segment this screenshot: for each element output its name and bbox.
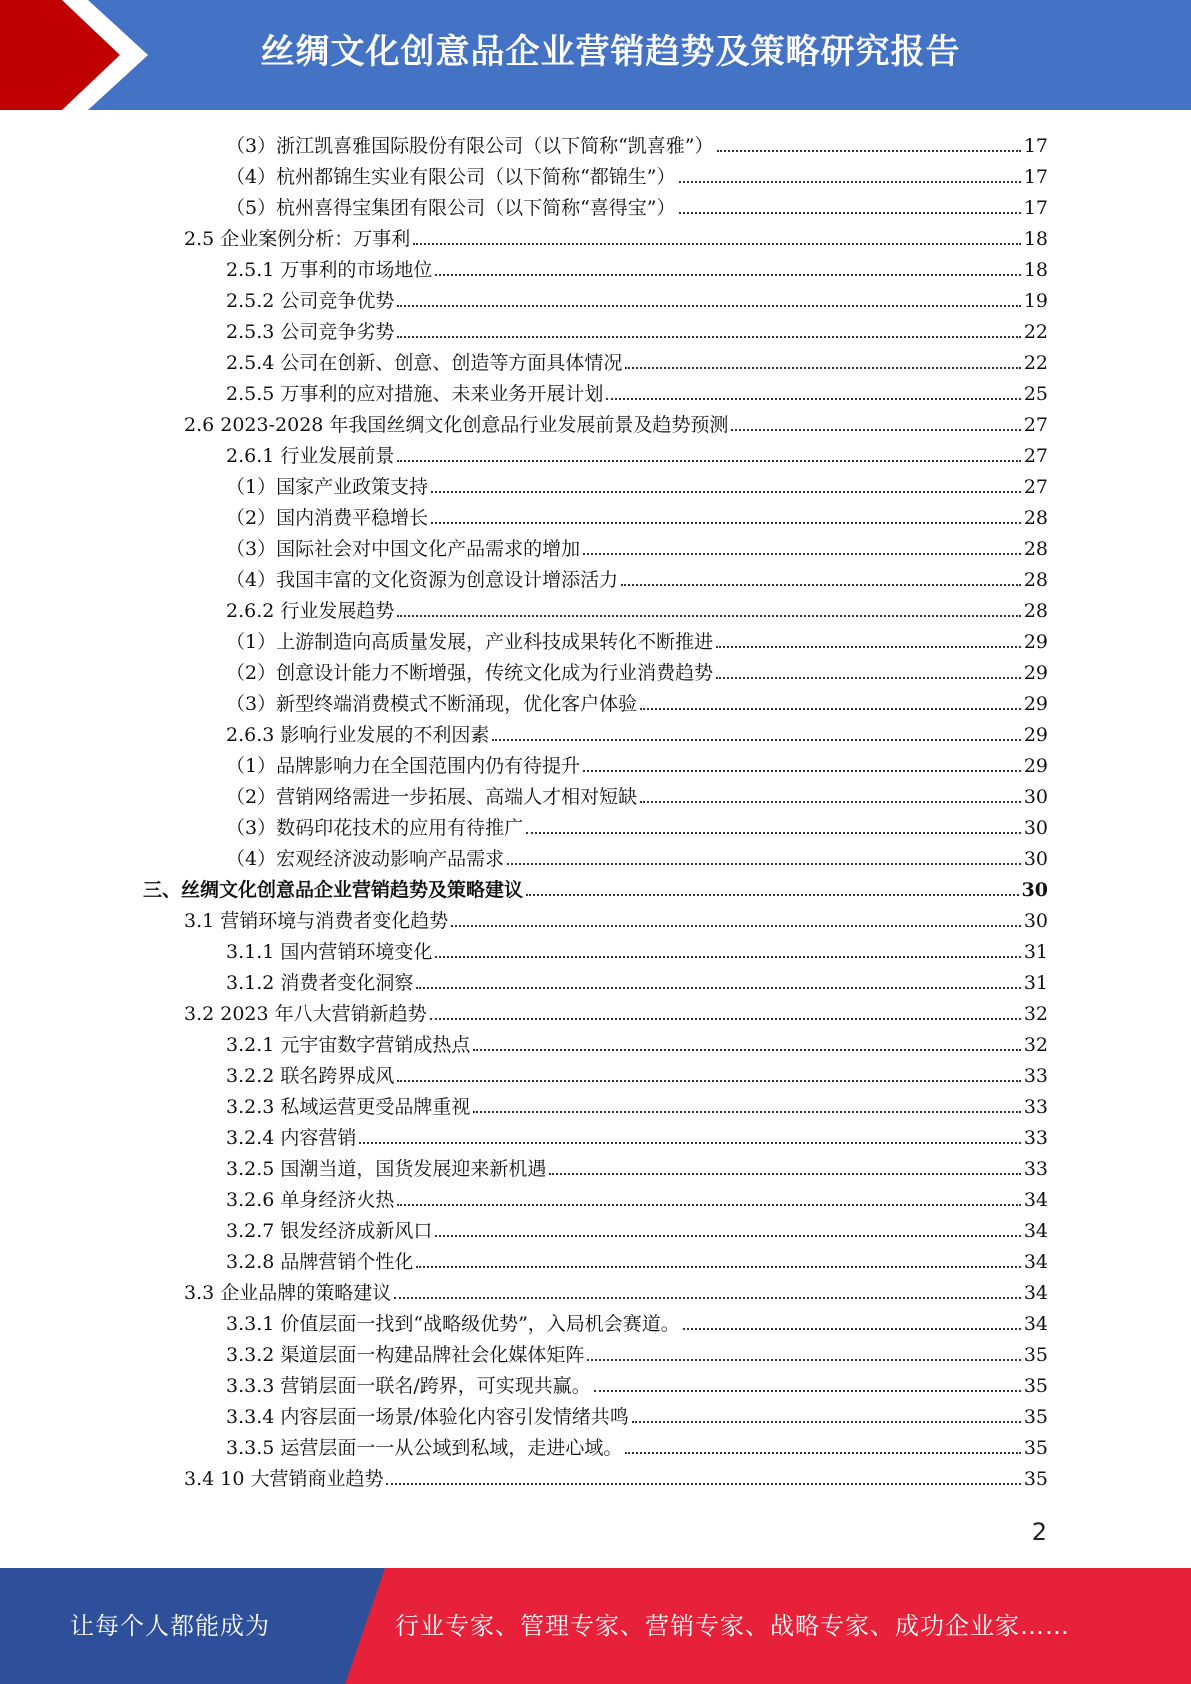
toc-entry-page: 27 (1023, 414, 1048, 436)
toc-entry-page: 27 (1023, 476, 1048, 498)
toc-entry-title: 3.3 企业品牌的策略建议 (184, 1282, 392, 1304)
toc-dot-leader (549, 1173, 1020, 1175)
toc-entry-title: 3.2 2023 年八大营销新趋势 (184, 1003, 427, 1025)
toc-entry-title: （3）国际社会对中国文化产品需求的增加 (226, 538, 581, 560)
toc-entry[interactable] (226, 437, 1048, 468)
toc-entry[interactable] (184, 1274, 1048, 1305)
toc-entry-title: 2.6.3 影响行业发展的不利因素 (226, 724, 490, 746)
toc-entry-page: 28 (1023, 538, 1048, 560)
toc-dot-leader (507, 863, 1021, 865)
toc-entry[interactable] (226, 1026, 1048, 1057)
toc-entry-title: 3.3.5 运营层面一一从公域到私域，走进心域。 (226, 1437, 623, 1459)
toc-entry-page: 29 (1023, 631, 1048, 653)
toc-entry-page: 29 (1023, 755, 1048, 777)
toc-entry-page: 17 (1023, 135, 1048, 157)
toc-entry-page: 34 (1023, 1189, 1048, 1211)
toc-entry-page: 29 (1023, 662, 1048, 684)
toc-entry-title: 2.5.3 公司竞争劣势 (226, 321, 395, 343)
toc-entry[interactable] (226, 468, 1048, 499)
toc-entry-title: （1）国家产业政策支持 (226, 476, 429, 498)
toc-entry-title: 2.5.4 公司在创新、创意、创造等方面具体情况 (226, 352, 623, 374)
toc-entry-title: 3.2.6 单身经济火热 (226, 1189, 395, 1211)
toc-entry[interactable] (184, 220, 1048, 251)
toc-dot-leader (435, 956, 1020, 958)
toc-entry-page: 34 (1023, 1313, 1048, 1335)
toc-entry-page: 28 (1023, 569, 1048, 591)
toc-dot-leader (359, 1142, 1020, 1144)
toc-entry-title: 2.6.2 行业发展趋势 (226, 600, 395, 622)
toc-entry-title: （1）品牌影响力在全国范围内仍有待提升 (226, 755, 581, 777)
toc-entry-page: 30 (1021, 879, 1048, 901)
toc-dot-leader (397, 615, 1020, 617)
toc-entry-title: 2.5.1 万事利的市场地位 (226, 259, 433, 281)
toc-entry-title: 3.2.7 银发经济成新风口 (226, 1220, 433, 1242)
toc-dot-leader (435, 1235, 1020, 1237)
toc-entry-title: 3.2.4 内容营销 (226, 1127, 357, 1149)
page-number: 2 (1031, 1518, 1047, 1546)
toc-entry[interactable] (226, 127, 1048, 158)
toc-entry[interactable] (226, 623, 1048, 654)
toc-entry[interactable] (226, 809, 1048, 840)
toc-entry-page: 35 (1023, 1406, 1048, 1428)
toc-dot-leader (397, 1080, 1020, 1082)
toc-entry[interactable] (226, 344, 1048, 375)
toc-entry-page: 28 (1023, 600, 1048, 622)
toc-entry-title: （4）杭州都锦生实业有限公司（以下简称“都锦生”） (226, 166, 676, 188)
page-footer (0, 1568, 1191, 1684)
toc-entry-title: （5）杭州喜得宝集团有限公司（以下简称“喜得宝”） (226, 197, 676, 219)
page-header (0, 0, 1191, 110)
toc-dot-leader (625, 1452, 1020, 1454)
toc-dot-leader (583, 553, 1021, 555)
toc-entry-page: 32 (1023, 1003, 1048, 1025)
toc-entry-page: 33 (1023, 1096, 1048, 1118)
toc-dot-leader (583, 770, 1021, 772)
toc-entry[interactable] (226, 1057, 1048, 1088)
toc-dot-leader (473, 1111, 1020, 1113)
toc-dot-leader (640, 708, 1021, 710)
toc-entry[interactable] (184, 406, 1048, 437)
toc-entry-page: 35 (1023, 1468, 1048, 1490)
toc-dot-leader (594, 1390, 1021, 1392)
toc-entry-title: （2）创意设计能力不断增强，传统文化成为行业消费趋势 (226, 662, 714, 684)
toc-dot-leader (386, 1483, 1020, 1485)
toc-dot-leader (679, 212, 1021, 214)
toc-entry-title: （3）数码印花技术的应用有待推广 (226, 817, 524, 839)
toc-entry[interactable] (226, 1367, 1048, 1398)
toc-dot-leader (413, 243, 1021, 245)
toc-entry[interactable] (226, 840, 1048, 871)
toc-entry-page: 30 (1023, 786, 1048, 808)
toc-dot-leader (397, 305, 1020, 307)
toc-dot-leader (526, 894, 1019, 896)
toc-entry[interactable] (226, 778, 1048, 809)
toc-entry-page: 35 (1023, 1437, 1048, 1459)
toc-entry[interactable] (226, 189, 1048, 220)
toc-dot-leader (394, 1297, 1021, 1299)
toc-entry-page: 35 (1023, 1344, 1048, 1366)
toc-entry[interactable] (226, 933, 1048, 964)
toc-entry[interactable] (143, 871, 1048, 902)
toc-dot-leader (632, 1421, 1021, 1423)
toc-entry[interactable] (226, 1212, 1048, 1243)
toc-entry-page: 33 (1023, 1158, 1048, 1180)
toc-entry-page: 22 (1023, 321, 1048, 343)
toc-dot-leader (717, 150, 1021, 152)
toc-dot-leader (430, 1018, 1021, 1020)
toc-dot-leader (621, 584, 1021, 586)
footer-slogan-right: 行业专家、管理专家、营销专家、战略专家、成功企业家…… (395, 1612, 1070, 1640)
toc-dot-leader (431, 522, 1021, 524)
toc-entry-page: 19 (1023, 290, 1048, 312)
toc-dot-leader (679, 181, 1021, 183)
toc-entry-title: 3.3.3 营销层面一联名/跨界，可实现共赢。 (226, 1375, 591, 1397)
toc-entry-title: 2.6 2023-2028 年我国丝绸文化创意品行业发展前景及趋势预测 (184, 414, 729, 436)
toc-entry[interactable] (226, 1181, 1048, 1212)
toc-entry-page: 17 (1023, 197, 1048, 219)
toc-entry-page: 31 (1023, 972, 1048, 994)
toc-entry-page: 22 (1023, 352, 1048, 374)
toc-entry-title: 3.2.3 私域运营更受品牌重视 (226, 1096, 471, 1118)
toc-dot-leader (606, 398, 1020, 400)
toc-entry[interactable] (226, 375, 1048, 406)
toc-entry-title: 3.2.8 品牌营销个性化 (226, 1251, 414, 1273)
toc-entry-title: 3.2.2 联名跨界成风 (226, 1065, 395, 1087)
toc-entry-page: 34 (1023, 1251, 1048, 1273)
toc-dot-leader (451, 925, 1021, 927)
toc-entry-title: （2）国内消费平稳增长 (226, 507, 429, 529)
toc-entry-title: （1）上游制造向高质量发展，产业科技成果转化不断推进 (226, 631, 714, 653)
toc-entry-page: 18 (1023, 259, 1048, 281)
toc-dot-leader (716, 646, 1021, 648)
toc-entry[interactable] (226, 282, 1048, 313)
toc-entry[interactable] (226, 499, 1048, 530)
toc-entry-title: 3.3.4 内容层面一场景/体验化内容引发情绪共鸣 (226, 1406, 629, 1428)
toc-entry-title: （4）宏观经济波动影响产品需求 (226, 848, 505, 870)
toc-entry-title: 3.1.2 消费者变化洞察 (226, 972, 414, 994)
toc-dot-leader (435, 274, 1020, 276)
toc-dot-leader (397, 1204, 1020, 1206)
toc-entry-page: 34 (1023, 1220, 1048, 1242)
toc-entry[interactable] (226, 716, 1048, 747)
report-title: 丝绸文化创意品企业营销趋势及策略研究报告 (260, 32, 961, 72)
toc-entry-title: 三、丝绸文化创意品企业营销趋势及策略建议 (143, 879, 524, 901)
toc-entry-page: 31 (1023, 941, 1048, 963)
toc-dot-leader (716, 677, 1021, 679)
toc-entry-title: 3.3.1 价值层面一找到“战略级优势”，入局机会赛道。 (226, 1313, 680, 1335)
toc-entry-page: 30 (1023, 910, 1048, 932)
toc-entry-page: 29 (1023, 693, 1048, 715)
toc-dot-leader (416, 987, 1020, 989)
toc-entry-title: （3）浙江凯喜雅国际股份有限公司（以下简称“凯喜雅”） (226, 135, 714, 157)
toc-entry-page: 33 (1023, 1127, 1048, 1149)
toc-entry-title: （4）我国丰富的文化资源为创意设计增添活力 (226, 569, 619, 591)
toc-dot-leader (731, 429, 1020, 431)
toc-entry[interactable] (226, 1336, 1048, 1367)
toc-entry[interactable] (226, 964, 1048, 995)
toc-dot-leader (683, 1328, 1021, 1330)
toc-entry-page: 33 (1023, 1065, 1048, 1087)
toc-entry-page: 25 (1023, 383, 1048, 405)
toc-entry[interactable] (226, 561, 1048, 592)
toc-entry[interactable] (226, 313, 1048, 344)
toc-entry[interactable] (226, 1088, 1048, 1119)
toc-entry[interactable] (226, 158, 1048, 189)
toc-entry-page: 28 (1023, 507, 1048, 529)
toc-entry[interactable] (226, 685, 1048, 716)
toc-entry-title: 2.5 企业案例分析：万事利 (184, 228, 411, 250)
footer-slogan-left: 让每个人都能成为 (70, 1612, 270, 1640)
toc-dot-leader (473, 1049, 1020, 1051)
toc-entry-page: 34 (1023, 1282, 1048, 1304)
toc-entry[interactable] (226, 1243, 1048, 1274)
toc-entry-title: 2.5.5 万事利的应对措施、未来业务开展计划 (226, 383, 604, 405)
toc-entry[interactable] (226, 1150, 1048, 1181)
toc-entry-title: （2）营销网络需进一步拓展、高端人才相对短缺 (226, 786, 638, 808)
toc-entry[interactable] (226, 1305, 1048, 1336)
toc-entry-page: 30 (1023, 848, 1048, 870)
toc-entry[interactable] (226, 1398, 1048, 1429)
toc-dot-leader (397, 460, 1020, 462)
toc-entry[interactable] (226, 1119, 1048, 1150)
toc-dot-leader (526, 832, 1021, 834)
toc-entry-page: 17 (1023, 166, 1048, 188)
toc-entry-title: 3.4 10 大营销商业趋势 (184, 1468, 384, 1490)
toc-dot-leader (397, 336, 1020, 338)
toc-entry-title: 2.6.1 行业发展前景 (226, 445, 395, 467)
toc-entry[interactable] (184, 1460, 1048, 1491)
toc-entry-page: 32 (1023, 1034, 1048, 1056)
toc-entry[interactable] (226, 747, 1048, 778)
toc-dot-leader (587, 1359, 1020, 1361)
toc-entry-title: 3.2.5 国潮当道，国货发展迎来新机遇 (226, 1158, 547, 1180)
toc-entry-page: 35 (1023, 1375, 1048, 1397)
toc-entry-title: 2.5.2 公司竞争优势 (226, 290, 395, 312)
toc-entry-title: 3.3.2 渠道层面一构建品牌社会化媒体矩阵 (226, 1344, 585, 1366)
toc-entry-page: 27 (1023, 445, 1048, 467)
toc-dot-leader (492, 739, 1020, 741)
toc-entry[interactable] (226, 1429, 1048, 1460)
toc-dot-leader (416, 1266, 1020, 1268)
toc-entry-page: 29 (1023, 724, 1048, 746)
toc-entry[interactable] (184, 995, 1048, 1026)
toc-entry-title: （3）新型终端消费模式不断涌现，优化客户体验 (226, 693, 638, 715)
toc-entry-title: 3.1 营销环境与消费者变化趋势 (184, 910, 449, 932)
toc-entry[interactable] (226, 251, 1048, 282)
toc-dot-leader (625, 367, 1020, 369)
toc-entry[interactable] (226, 592, 1048, 623)
toc-dot-leader (431, 491, 1021, 493)
toc-dot-leader (640, 801, 1021, 803)
toc-entry-title: 3.2.1 元宇宙数字营销成热点 (226, 1034, 471, 1056)
toc-entry-title: 3.1.1 国内营销环境变化 (226, 941, 433, 963)
toc-entry-page: 30 (1023, 817, 1048, 839)
toc-entry[interactable] (226, 654, 1048, 685)
toc-entry-page: 18 (1023, 228, 1048, 250)
toc-entry[interactable] (226, 530, 1048, 561)
toc-entry[interactable] (184, 902, 1048, 933)
